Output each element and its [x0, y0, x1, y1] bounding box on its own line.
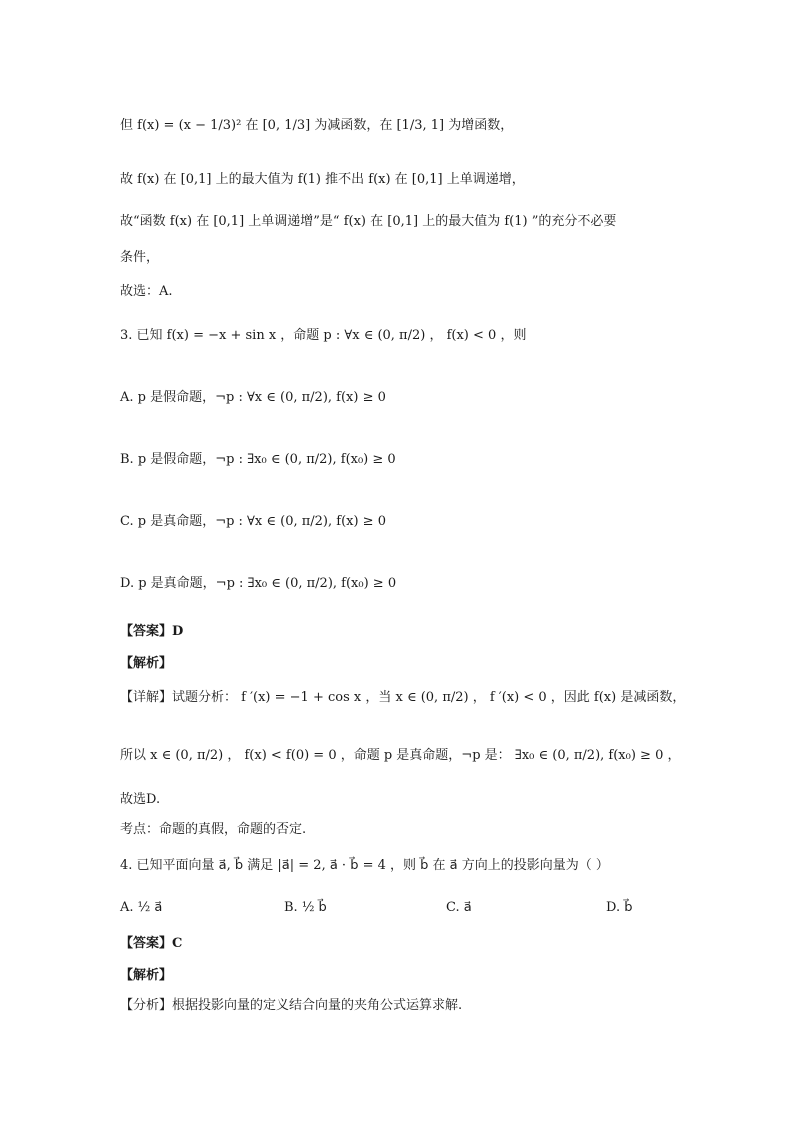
question-3-kaodian: 考点：命题的真假，命题的否定.: [120, 822, 307, 837]
text-line-1: 但 f(x) = (x − 1/3)² 在 [0, 1/3] 为减函数，在 [1/3, 1] 为增函数，: [120, 118, 514, 133]
question-4-answer: 【答案】C: [120, 936, 183, 951]
question-3-stem: 3. 已知 f(x) = −x + sin x ，命题 p : ∀x ∈ (0, π/2) ， f(x) < 0 ，则: [120, 328, 527, 343]
question-3-option-c: C. p 是真命题，¬p : ∀x ∈ (0, π/2), f(x) ≥ 0: [120, 514, 386, 529]
question-4-fenxi: 【分析】根据投影向量的定义结合向量的夹角公式运算求解.: [120, 998, 463, 1013]
text-line-4: 条件，: [120, 250, 160, 265]
question-3-option-b: B. p 是假命题，¬p : ∃x₀ ∈ (0, π/2), f(x₀) ≥ 0: [120, 452, 396, 467]
text-line-5: 故选：A.: [120, 284, 173, 299]
question-3-conclusion: 故选D.: [120, 792, 161, 807]
question-3-answer: 【答案】D: [120, 624, 184, 639]
question-4-analysis-title: 【解析】: [120, 968, 173, 983]
question-4-option-c: C. a⃗: [446, 900, 472, 915]
question-3-detail-2: 所以 x ∈ (0, π/2) ， f(x) < f(0) = 0 ，命题 p 是真命题，¬p 是： ∃x₀ ∈ (0, π/2), f(x₀) ≥ 0 ，: [120, 748, 681, 763]
question-3-detail-1: 【详解】试题分析： f ′(x) = −1 + cos x ，当 x ∈ (0, π/2) ， f ′(x) < 0 ，因此 f(x) 是减函数，: [120, 690, 686, 705]
question-4-stem: 4. 已知平面向量 a⃗, b⃗ 满足 |a⃗| = 2, a⃗ · b⃗ = 4 ，则 b⃗ 在 a⃗ 方向上的投影向量为（ ）: [120, 858, 609, 873]
question-4-option-d: D. b⃗: [606, 900, 633, 915]
question-3-option-d: D. p 是真命题，¬p : ∃x₀ ∈ (0, π/2), f(x₀) ≥ 0: [120, 576, 397, 591]
question-3-analysis-title: 【解析】: [120, 656, 173, 671]
question-3-option-a: A. p 是假命题，¬p : ∀x ∈ (0, π/2), f(x) ≥ 0: [120, 390, 386, 405]
question-4-option-a: A. ½ a⃗: [120, 900, 163, 915]
question-4-option-b: B. ½ b⃗: [284, 900, 327, 915]
text-line-3: 故“函数 f(x) 在 [0,1] 上单调递增”是“ f(x) 在 [0,1] 上的最大值为 f(1) ”的充分不必要: [120, 214, 617, 229]
text-line-2: 故 f(x) 在 [0,1] 上的最大值为 f(1) 推不出 f(x) 在 [0,1] 上单调递增，: [120, 172, 525, 187]
